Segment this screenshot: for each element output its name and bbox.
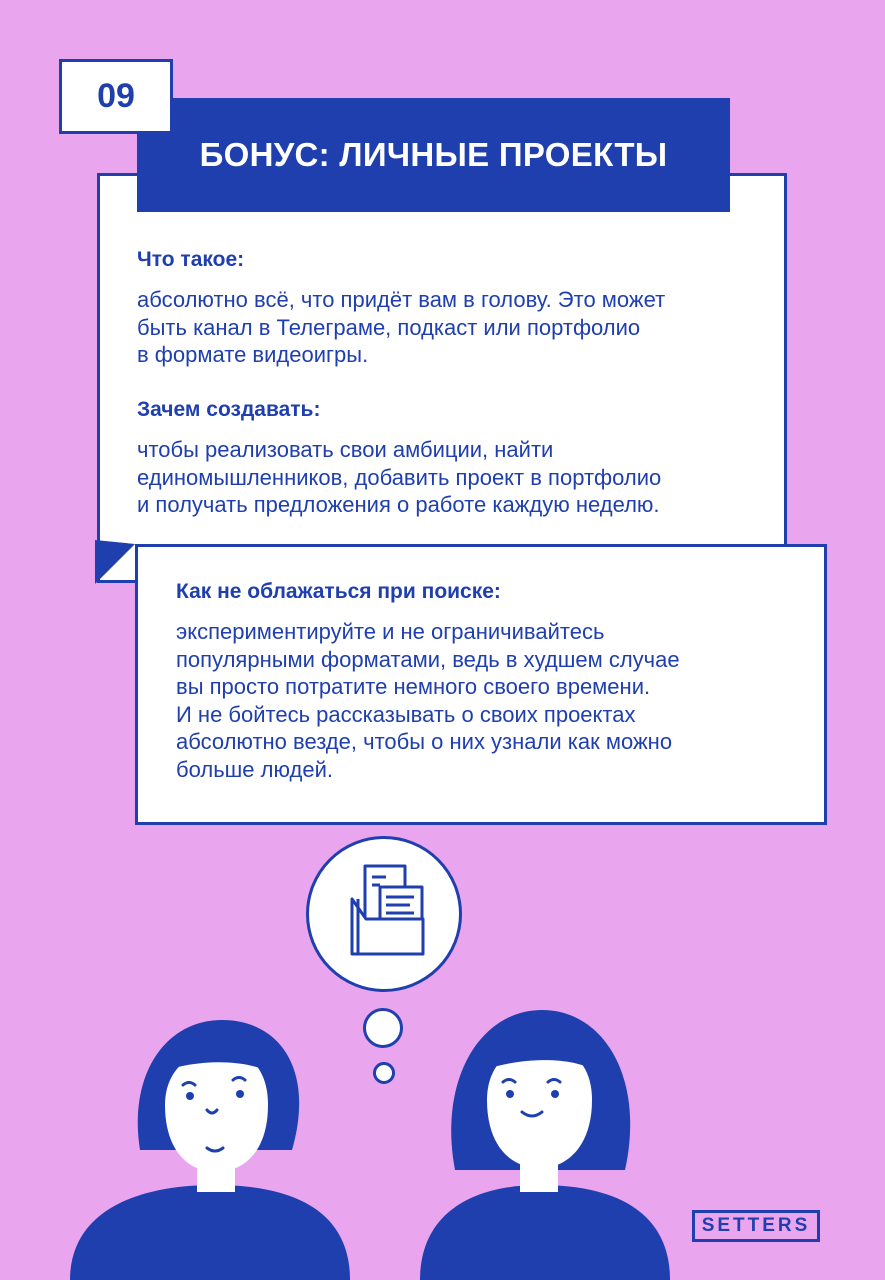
why-label: Зачем создавать:	[137, 398, 321, 421]
what-section	[137, 248, 777, 369]
section-number-badge	[59, 59, 173, 134]
why-text: чтобы реализовать свои амбиции, найти единомышленников, добавить проект в портфолио и получать предложения о работе каждую неделю.	[137, 437, 662, 517]
page-title-banner	[137, 98, 730, 212]
info-card-main	[97, 173, 787, 583]
section-number: 09	[97, 77, 135, 115]
how-text: экспериментируйте и не ограничивайтесь популярными форматами, ведь в худшем случае вы просто потратите немного своего времени. И не бойтесь рассказывать о своих проектах абсолютно везде, чтобы о них узнали как можно больше людей.	[176, 619, 680, 782]
thought-bubble	[306, 836, 462, 992]
page-title: БОНУС: ЛИЧНЫЕ ПРОЕКТЫ	[199, 136, 668, 173]
folder-documents-icon	[344, 861, 428, 971]
why-section	[137, 398, 777, 519]
speech-tail	[95, 540, 139, 588]
what-label: Что такое:	[137, 248, 245, 271]
person-right	[420, 1010, 670, 1280]
brand-name: SETTERS	[701, 1215, 811, 1236]
how-section	[176, 580, 816, 783]
what-text: абсолютно всё, что придёт вам в голову. Это может быть канал в Телеграме, подкаст или портфолио в формате видеоигры.	[137, 287, 666, 367]
person-left	[70, 1020, 350, 1280]
brand-logo	[692, 1210, 820, 1242]
how-label: Как не облажаться при поиске:	[176, 580, 501, 603]
